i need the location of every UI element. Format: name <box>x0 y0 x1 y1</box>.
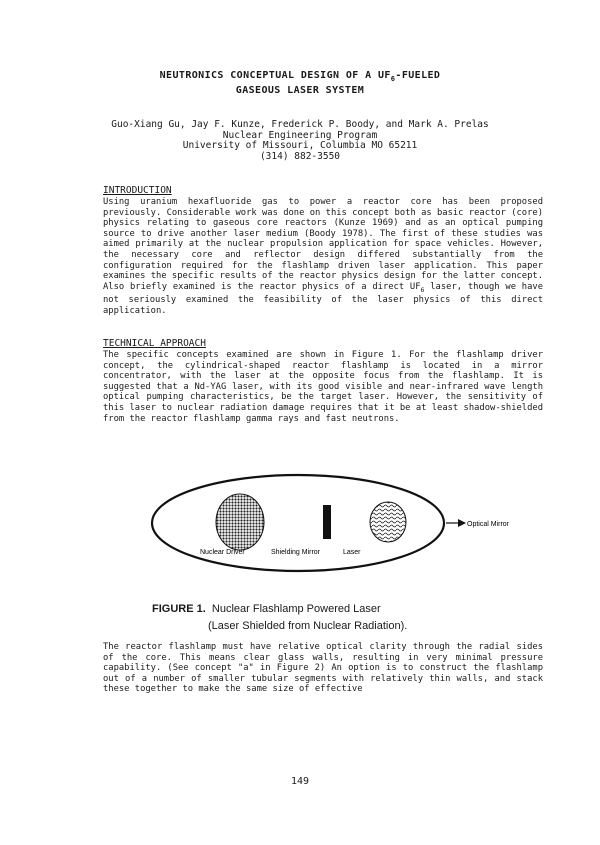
shielding-mirror-label: Shielding Mirror <box>271 549 321 556</box>
figure-1-diagram <box>150 468 550 588</box>
author-phone: (314) 882-3550 <box>259 150 341 162</box>
author-block <box>0 120 600 162</box>
paper-title <box>0 70 600 96</box>
author-university: University of Missouri, Columbia MO 65211 <box>182 140 418 151</box>
introduction-heading: INTRODUCTION <box>103 185 172 196</box>
introduction-paragraph: Using uranium hexafluoride gas to power a reactor core has been proposed previously. Considerable work was done on this concept both as basic reactor (core) physics relating to gaseous core reactors (Kunze 1969) and as an optical pumping source to drive another laser medium (Boody 1978). The first of these studies was aimed primarily at the nuclear propulsion application for space vehicles. However, the necessary core and reflector design differed substantially from the configuration required for the flashlamp driven laser application. This paper examines the specific results of the reactor physics design for the latter concept. Also briefly examined is the reactor physics of a direct $UF_6$ laser, though we have not seriously examined the feasibility of the laser physics of this direct application. <box>103 197 543 316</box>
technical-approach-paragraph: The specific concepts examined are shown in Figure 1. For the flashlamp driver concept, the cylindrical-shaped reactor flashlamp is located in a mirror concentrator, with the laser at the opposite focus from the flashlamp. It is suggested that a Nd-YAG laser, with its good visible and near-infrared wave length optical pumping characteristics, be the target laser. However, the sensitivity of this laser to nuclear radiation damage requires that it be at least shadow-shielded from the reactor flashlamp gamma rays and fast neutrons. <box>103 350 543 424</box>
shielding-mirror-bar <box>323 505 331 539</box>
figure-caption: FIGURE 1. Nuclear Flashlamp Powered Laser <box>152 603 381 615</box>
figure-caption-subtitle: (Laser Shielded from Nuclear Radiation). <box>208 620 408 632</box>
optical-mirror-arrowhead <box>458 519 466 527</box>
optical-mirror-label: Optical Mirror <box>467 521 510 528</box>
title-line-1: NEUTRONICS CONCEPTUAL DESIGN OF A $UF_6$-FUELED <box>159 70 441 83</box>
laser-shape <box>370 502 406 542</box>
author-names: Guo-Xiang Gu, Jay F. Kunze, Frederick P. Boody, and Mark A. Prelas <box>111 119 489 130</box>
author-program: Nuclear Engineering Program <box>222 129 378 141</box>
title-line-2: GASEOUS LASER SYSTEM <box>235 85 365 96</box>
nuclear-driver-shape <box>216 494 264 550</box>
nuclear-driver-label: Nuclear Driver <box>200 549 245 556</box>
technical-approach-heading: TECHNICAL APPROACH <box>103 338 206 349</box>
laser-label: Laser <box>343 549 361 556</box>
page-number: 149 <box>290 776 310 787</box>
closing-paragraph: The reactor flashlamp must have relative optical clarity through the radial sides of the core. This means clear glass walls, resulting in very minimal pressure capability. (See concept "a" in Figure 2) An option is to construct the flashlamp out of a number of smaller tubular segments with relatively thin walls, and stack these together to make the same size of effective <box>103 642 543 695</box>
